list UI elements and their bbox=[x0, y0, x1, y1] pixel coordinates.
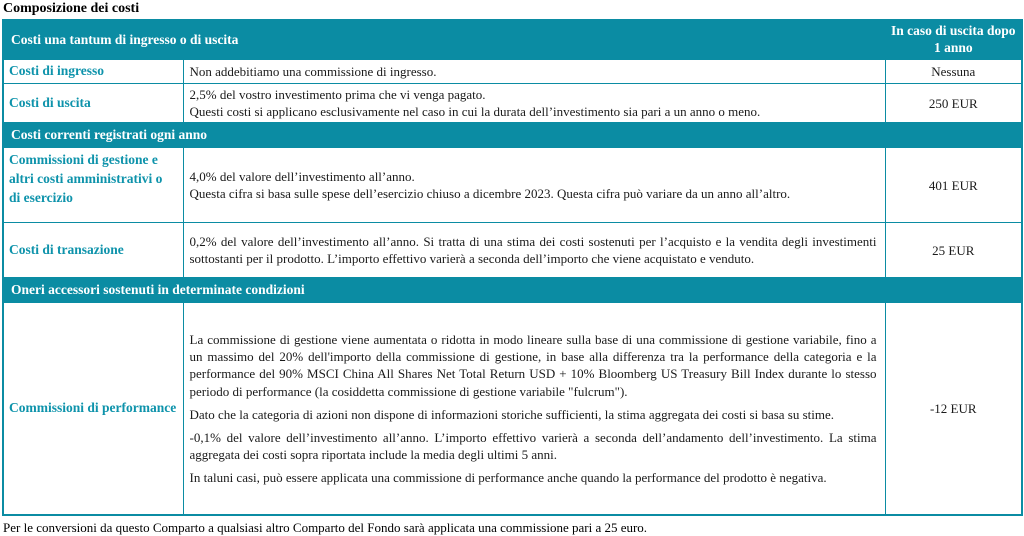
row-label-entry-costs: Costi di ingresso bbox=[3, 60, 183, 84]
row-description-performance-fees bbox=[183, 302, 885, 515]
row-description-exit-costs bbox=[183, 84, 885, 123]
description-paragraph: -0,1% del valore dell’investimento all’anno. L’importo effettivo varierà a seconda dell’andamento dell’investimento. La stima aggregata dei costi sopra riportata include la media degli ultimi 5 anni. bbox=[189, 429, 877, 463]
row-value-performance-fees: -12 EUR bbox=[885, 302, 1022, 515]
table-row-entry-costs bbox=[3, 60, 1022, 84]
row-value-entry-costs: Nessuna bbox=[885, 60, 1022, 84]
description-paragraph: In taluni casi, può essere applicata una commissione di performance anche quando la performance del prodotto è negativa. bbox=[189, 470, 827, 486]
row-value-exit-costs: 250 EUR bbox=[885, 84, 1022, 123]
table-row-exit-costs bbox=[3, 84, 1022, 123]
section-header-incidental: Oneri accessori sostenuti in determinate condizioni bbox=[3, 278, 885, 303]
section-header-row-incidental bbox=[3, 278, 1022, 303]
description-paragraph: Dato che la categoria di azioni non dispone di informazioni storiche sufficienti, la stima aggregata dei costi si basa su stime. bbox=[189, 406, 835, 422]
table-row-transaction-costs bbox=[3, 223, 1022, 278]
conversion-fee-footnote: Per le conversioni da questo Comparto a qualsiasi altro Comparto del Fondo sarà applicata una commissione pari a 25 euro. bbox=[3, 520, 648, 536]
description-line: 0,2% del valore dell’investimento all’anno. Si tratta di una stima dei costi sostenuti per l’acquisto e la vendita degli investimenti sottostanti per il prodotto. L’importo effettivo varierà a seconda dell’importo che viene acquistato e venduto. bbox=[189, 234, 877, 267]
section-header-row-ongoing bbox=[3, 123, 1022, 148]
row-label-exit-costs: Costi di uscita bbox=[3, 84, 183, 123]
section-header-ongoing-right-cell bbox=[885, 123, 1022, 148]
description-line: Non addebitiamo una commissione di ingresso. bbox=[189, 64, 437, 79]
row-description-management-fees bbox=[183, 148, 885, 223]
cost-composition-table bbox=[2, 19, 1023, 516]
table-row-management-fees bbox=[3, 148, 1022, 223]
row-label-performance-fees: Commissioni di performance bbox=[3, 302, 183, 515]
section-header-row-one-off bbox=[3, 20, 1022, 59]
exit-after-1-year-header: In caso di uscita dopo 1 anno bbox=[885, 20, 1022, 59]
row-value-transaction-costs: 25 EUR bbox=[885, 223, 1022, 278]
page-title: Composizione dei costi bbox=[3, 1, 140, 16]
description-paragraph: La commissione di gestione viene aumentata o ridotta in modo lineare sulla base di una commissione di gestione variabile, fino a un massimo del 20% dell'importo della commissione di gestione, in base alla differenza tra la performance della categoria e la performance del 90% MSCI China All Shares Net Total Return USD + 10% Bloomberg US Treasury Bill Index durante lo stesso periodo di performance (la cosiddetta commissione di gestione variabile "fulcrum"). bbox=[189, 332, 877, 399]
row-description-entry-costs bbox=[183, 60, 885, 84]
section-header-incidental-right-cell bbox=[885, 278, 1022, 303]
description-line: Questa cifra si basa sulle spese dell’esercizio chiuso a dicembre 2023. Questa cifra può variare da un anno all’altro. bbox=[189, 186, 791, 202]
description-line: 2,5% del vostro investimento prima che vi venga pagato. bbox=[189, 87, 486, 103]
table-row-performance-fees bbox=[3, 302, 1022, 515]
description-line: 4,0% del valore dell’investimento all’anno. bbox=[189, 169, 415, 184]
row-label-management-fees: Commissioni di gestione e altri costi amministrativi o di esercizio bbox=[3, 148, 183, 223]
row-label-transaction-costs: Costi di transazione bbox=[3, 223, 183, 278]
section-header-ongoing: Costi correnti registrati ogni anno bbox=[3, 123, 885, 148]
row-description-transaction-costs bbox=[183, 223, 885, 278]
description-line: Questi costi si applicano esclusivamente nel caso in cui la durata dell’investimento sia pari a un anno o meno. bbox=[189, 104, 761, 120]
section-header-one-off: Costi una tantum di ingresso o di uscita bbox=[3, 20, 885, 59]
row-value-management-fees: 401 EUR bbox=[885, 148, 1022, 223]
